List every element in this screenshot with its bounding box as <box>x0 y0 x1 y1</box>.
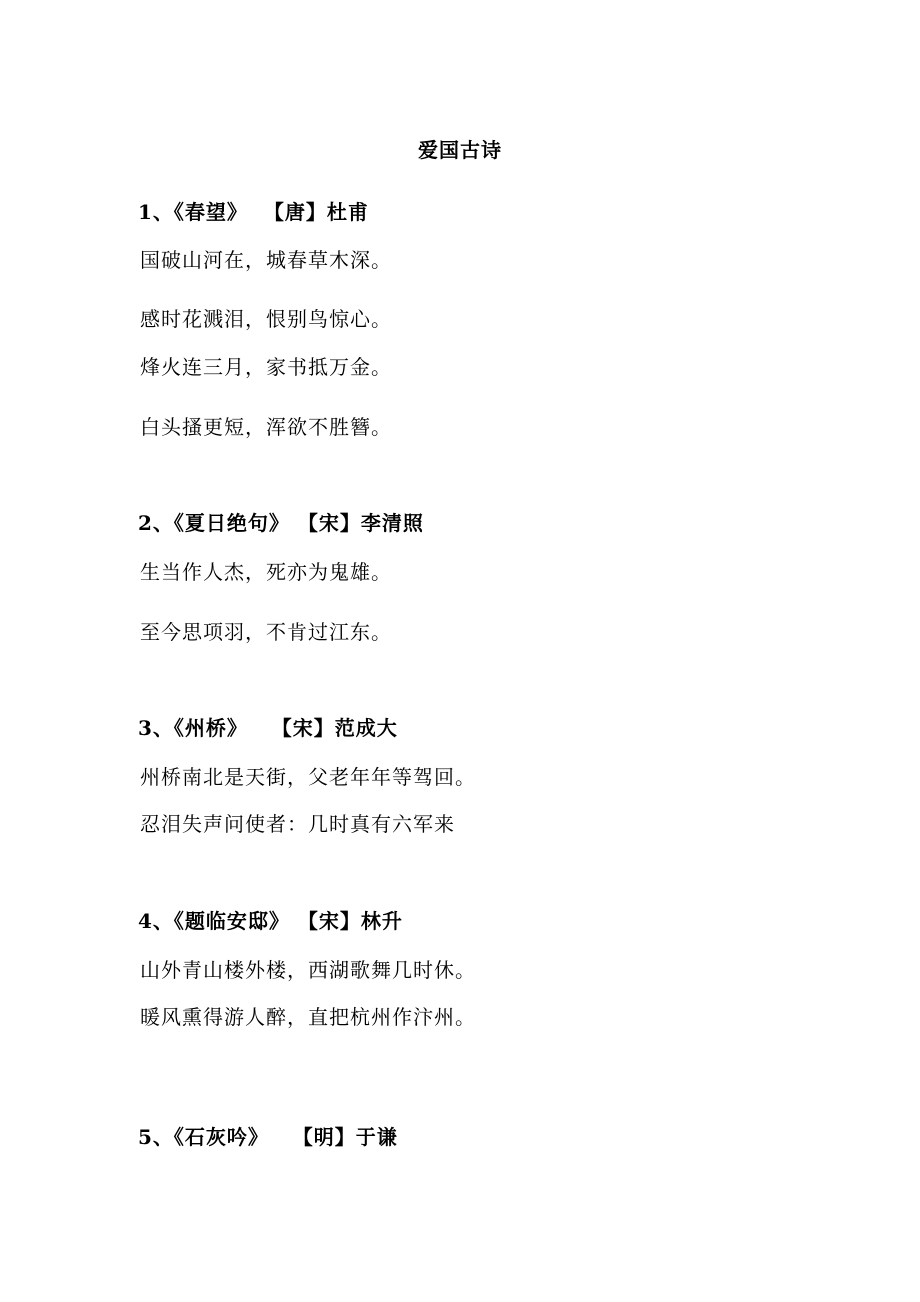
poem-line: 感时花溅泪，恨别鸟惊心。 <box>140 307 392 331</box>
poem-line: 至今思项羽，不肯过江东。 <box>140 620 392 644</box>
poem-line: 州桥南北是天街，父老年年等驾回。 <box>140 765 476 789</box>
page-title: 爱国古诗 <box>418 138 502 162</box>
poem-line: 山外青山楼外楼，西湖歌舞几时休。 <box>140 958 476 982</box>
poem-line: 忍泪失声问使者：几时真有六军来 <box>140 812 455 836</box>
poem-line: 白头搔更短，浑欲不胜簪。 <box>140 415 392 439</box>
poem-heading: 4、《题临安邸》 【宋】林升 <box>138 909 403 933</box>
poem-line: 暖风熏得游人醉，直把杭州作汴州。 <box>140 1005 476 1029</box>
poem-heading: 2、《夏日绝句》 【宋】李清照 <box>138 511 424 535</box>
poem-heading: 5、《石灰吟》 【明】于谦 <box>138 1125 398 1149</box>
poem-line: 烽火连三月，家书抵万金。 <box>140 355 392 379</box>
poem-line: 生当作人杰，死亦为鬼雄。 <box>140 560 392 584</box>
poem-line: 国破山河在，城春草木深。 <box>140 248 392 272</box>
poem-heading: 1、《春望》 【唐】杜甫 <box>138 200 369 224</box>
poem-heading: 3、《州桥》 【宋】范成大 <box>138 716 398 740</box>
